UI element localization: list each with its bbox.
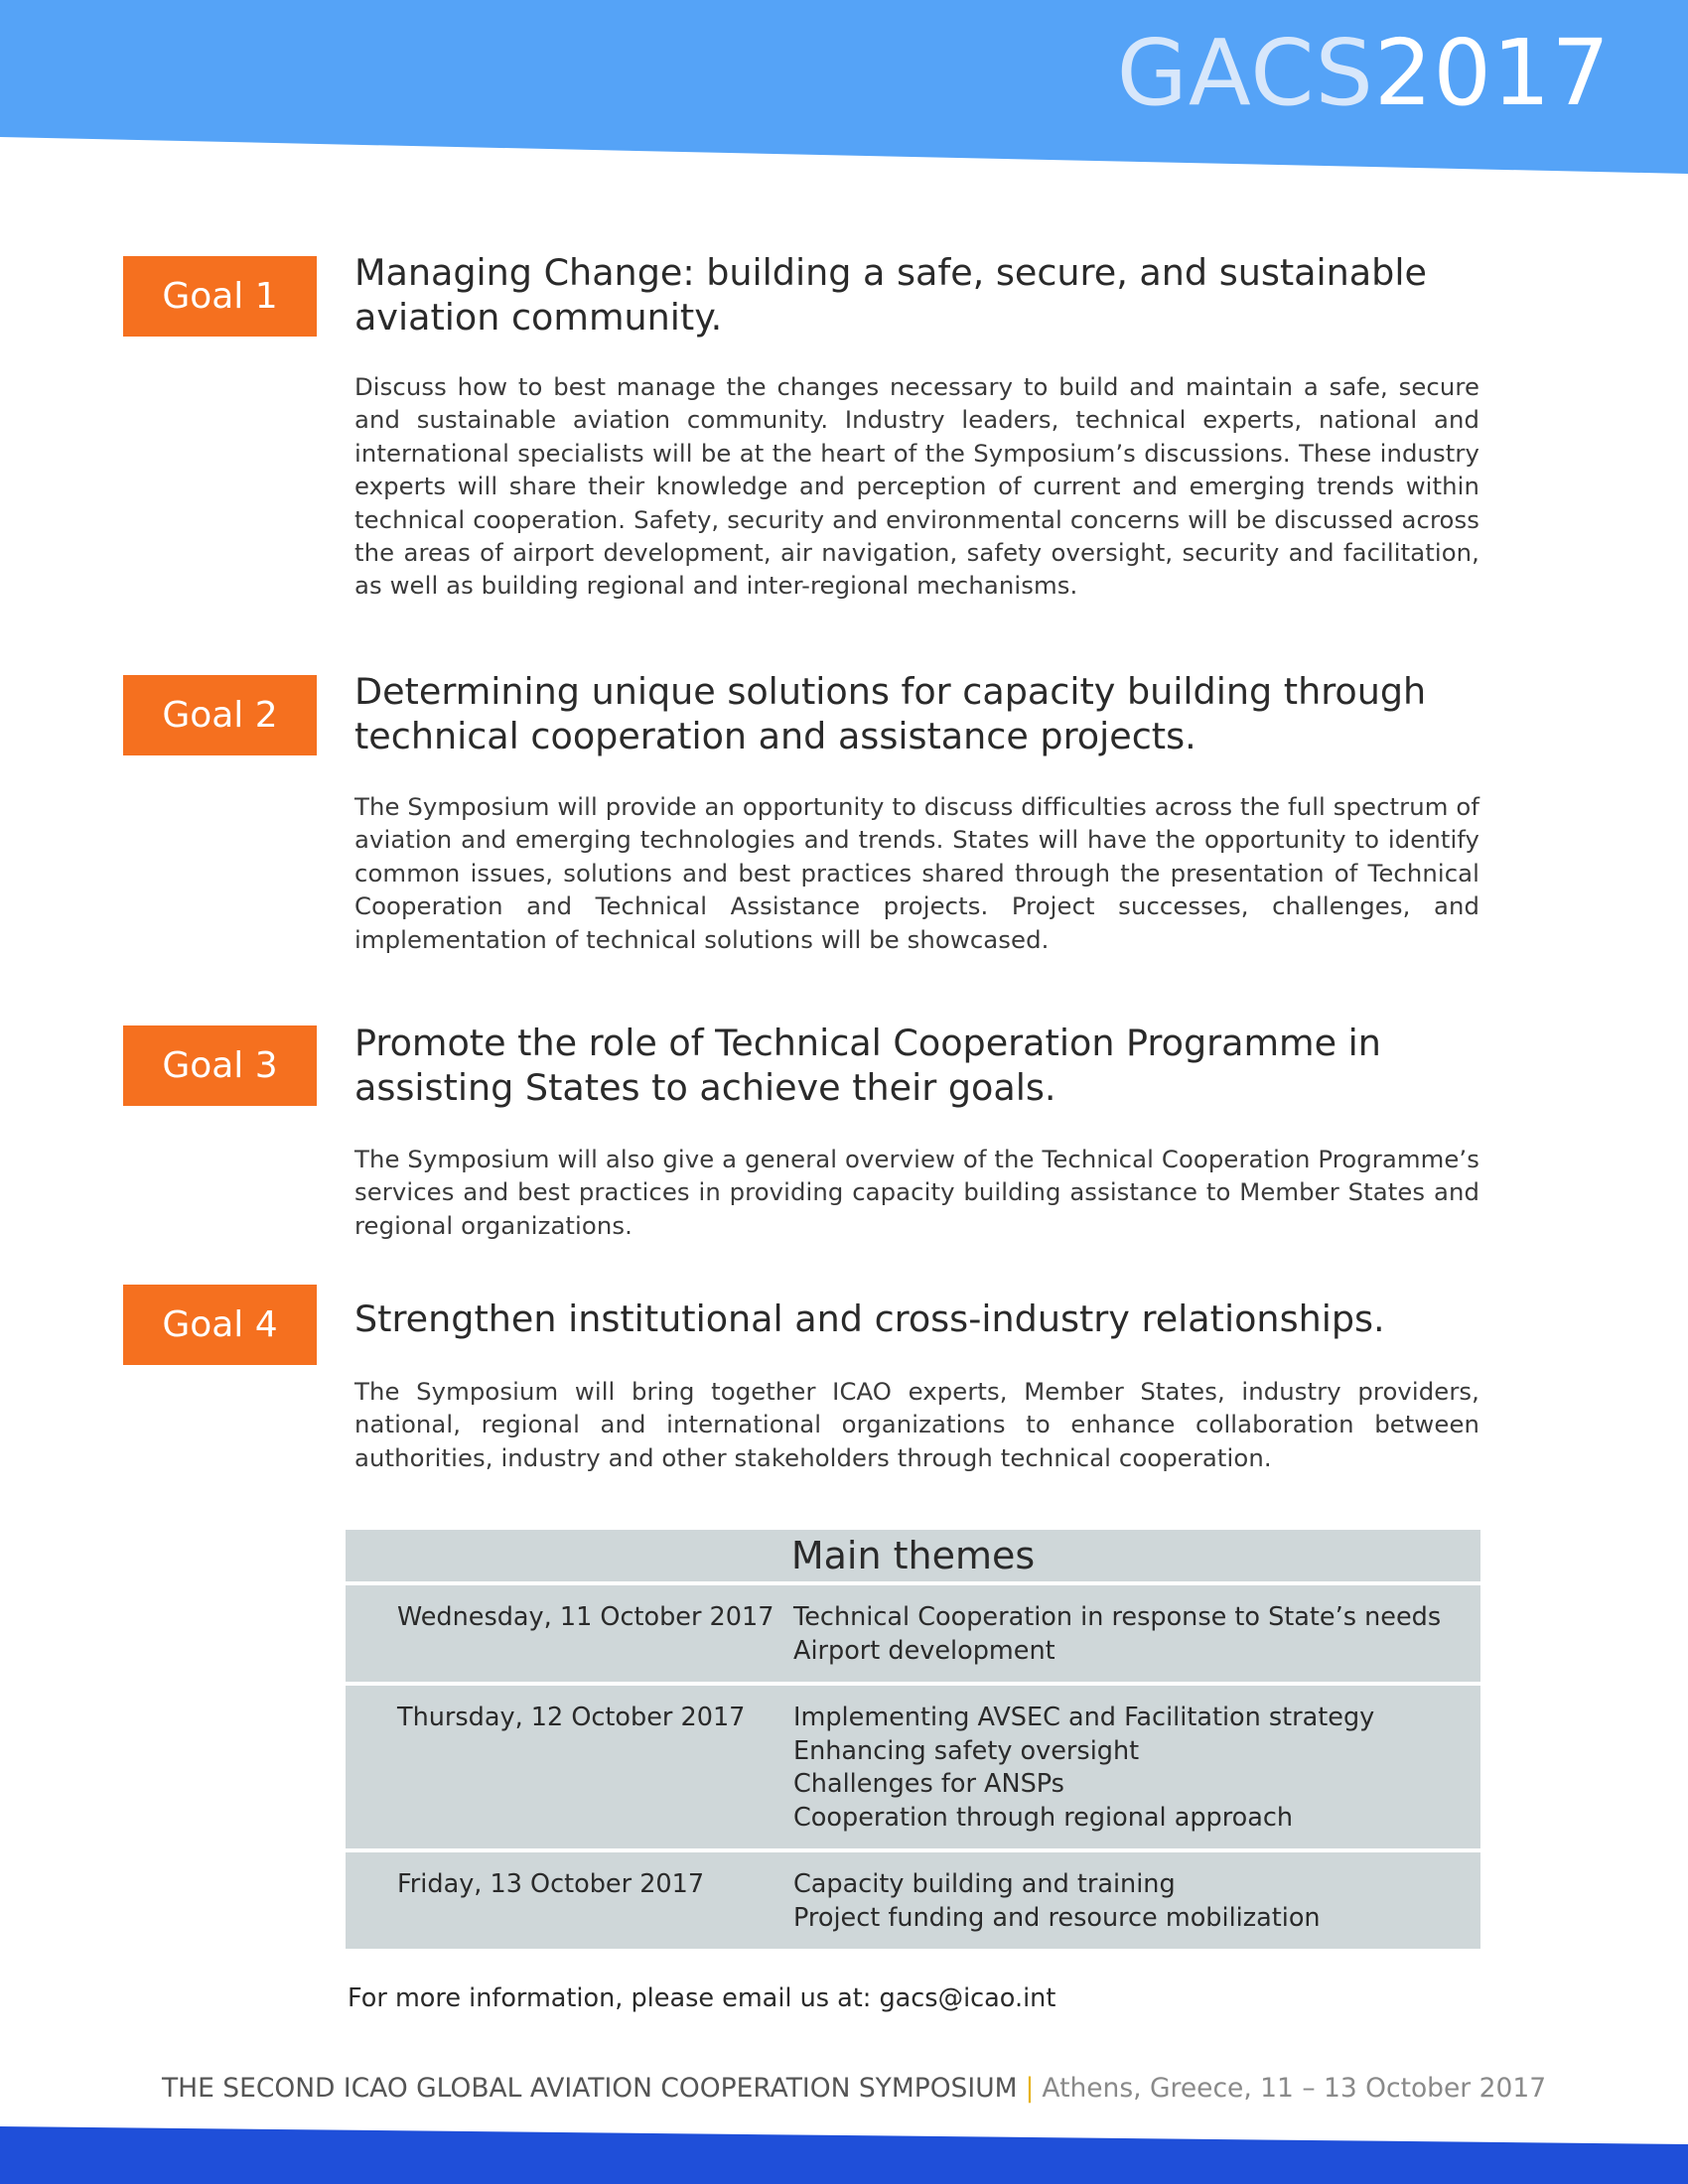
theme-item: Airport development bbox=[793, 1635, 1055, 1666]
theme-row bbox=[346, 1686, 1480, 1852]
header-title-year: 2017 bbox=[1373, 20, 1611, 126]
theme-list bbox=[793, 1852, 1480, 1949]
contact-email-line: For more information, please email us at: gacs@icao.int bbox=[348, 1983, 1056, 2013]
main-themes-heading: Main themes bbox=[346, 1530, 1480, 1585]
theme-row bbox=[346, 1852, 1480, 1949]
goal-4-body: The Symposium will bring together ICAO experts, Member States, industry providers, national, regional and international organizations to enhance collaboration between authorities, industry and other stakeholders through technical cooperation. bbox=[354, 1377, 1479, 1472]
goal-1-title: Managing Change: building a safe, secure, and sustainable aviation community. bbox=[354, 251, 1427, 339]
theme-date: Friday, 13 October 2017 bbox=[397, 1869, 705, 1899]
goal-3-badge: Goal 3 bbox=[123, 1025, 317, 1106]
theme-item: Project funding and resource mobilization bbox=[793, 1902, 1321, 1933]
theme-item: Enhancing safety oversight bbox=[793, 1735, 1140, 1766]
goal-2-title: Determining unique solutions for capacity building through technical cooperation and assistance projects. bbox=[354, 670, 1427, 757]
footer-event-line bbox=[162, 2073, 1546, 2104]
theme-item: Cooperation through regional approach bbox=[793, 1802, 1294, 1833]
theme-item: Technical Cooperation in response to State’s needs bbox=[793, 1602, 1442, 1632]
goal-4-title: Strengthen institutional and cross-industry relationships. bbox=[354, 1297, 1385, 1340]
goal-3-body: The Symposium will also give a general overview of the Technical Cooperation Programme’s services and best practices in providing capacity building assistance to Member States and regional organizations. bbox=[354, 1145, 1479, 1240]
footer-location-dates: Athens, Greece, 11 – 13 October 2017 bbox=[1042, 2073, 1547, 2104]
header-title bbox=[1116, 20, 1611, 126]
footer-separator: | bbox=[1025, 2073, 1035, 2104]
footer-band-shape bbox=[0, 2126, 1688, 2184]
theme-item: Implementing AVSEC and Facilitation strategy bbox=[793, 1703, 1375, 1732]
theme-date: Wednesday, 11 October 2017 bbox=[397, 1602, 774, 1632]
goal-4-badge: Goal 4 bbox=[123, 1285, 317, 1365]
main-themes-table bbox=[346, 1530, 1480, 1949]
goal-1-badge: Goal 1 bbox=[123, 256, 317, 337]
footer-event-name: THE SECOND ICAO GLOBAL AVIATION COOPERATION SYMPOSIUM bbox=[162, 2073, 1018, 2104]
header-title-gacs: GACS bbox=[1116, 20, 1374, 126]
goal-2-badge: Goal 2 bbox=[123, 675, 317, 755]
footer-band bbox=[0, 2115, 1688, 2184]
goal-1-body: Discuss how to best manage the changes necessary to build and maintain a safe, secure and sustainable aviation community. Industry leaders, technical experts, national and international specialists will be at the heart of the Symposium’s discussions. These industry experts will share their knowledge and perception of current and emerging trends within technical cooperation. Safety, security and environmental concerns will be discussed across the areas of airport development, air navigation, safety oversight, security and facilitation, as well as building regional and inter-regional mechanisms. bbox=[354, 372, 1479, 601]
theme-row bbox=[346, 1585, 1480, 1686]
theme-date: Thursday, 12 October 2017 bbox=[397, 1703, 746, 1732]
theme-list bbox=[793, 1585, 1480, 1682]
theme-list bbox=[793, 1686, 1480, 1848]
theme-item: Capacity building and training bbox=[793, 1869, 1176, 1899]
theme-item: Challenges for ANSPs bbox=[793, 1769, 1064, 1799]
goal-2-body: The Symposium will provide an opportunity to discuss difficulties across the full spectrum of aviation and emerging technologies and trends. States will have the opportunity to identify common issues, solutions and best practices shared through the presentation of Technical Cooperation and Technical Assistance projects. Project successes, challenges, and implementation of technical solutions will be showcased. bbox=[354, 792, 1479, 954]
goal-3-title: Promote the role of Technical Cooperation Programme in assisting States to achieve their goals. bbox=[354, 1022, 1381, 1109]
